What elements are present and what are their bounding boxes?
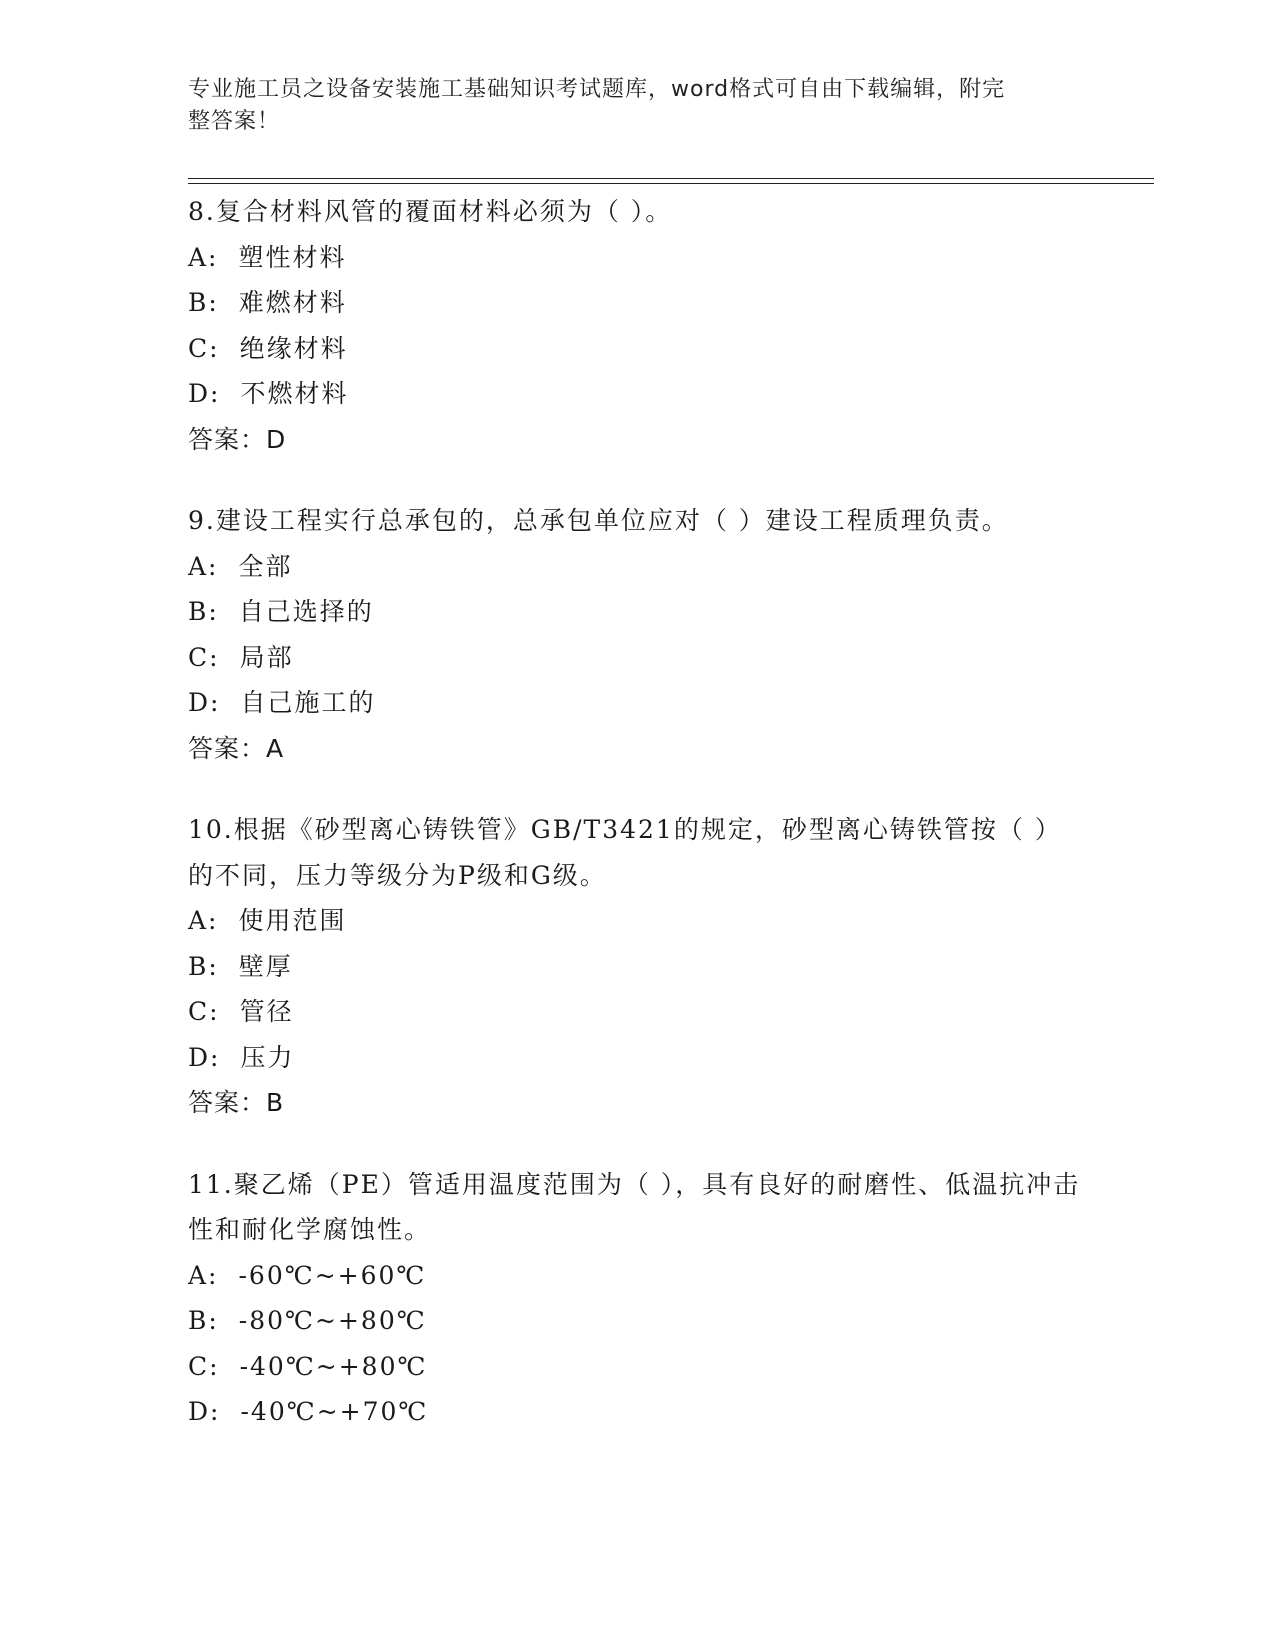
option-text: -40℃~+80℃ xyxy=(239,1351,428,1381)
option-d xyxy=(188,371,1088,417)
option-text: 自己选择的 xyxy=(238,597,374,626)
question-10 xyxy=(188,807,1088,1126)
option-b xyxy=(188,944,1088,990)
option-letter: C: xyxy=(188,642,220,672)
option-letter: A: xyxy=(188,906,219,935)
option-d xyxy=(188,1035,1088,1081)
option-text: 不燃材料 xyxy=(240,379,349,408)
question-stem: 10.根据《砂型离心铸铁管》GB/T3421的规定，砂型离心铸铁管按（ ）的不同，压力等级分为P级和G级。 xyxy=(188,815,1062,890)
option-text: 自己施工的 xyxy=(240,688,376,717)
option-letter: A: xyxy=(188,1260,219,1290)
option-letter: D: xyxy=(188,1042,221,1072)
question-8 xyxy=(188,189,1088,462)
question-11 xyxy=(188,1162,1088,1435)
header-divider-top xyxy=(188,178,1154,179)
option-text: 压力 xyxy=(240,1042,295,1072)
option-text: 难燃材料 xyxy=(238,288,347,317)
option-text: 绝缘材料 xyxy=(239,333,348,363)
option-c xyxy=(188,1344,1088,1390)
option-letter: D: xyxy=(188,688,221,717)
document-header xyxy=(188,74,1068,138)
option-a xyxy=(188,235,1088,281)
option-letter: A: xyxy=(188,242,219,272)
option-text: -80℃~+80℃ xyxy=(238,1306,427,1335)
option-text: 全部 xyxy=(238,551,293,581)
answer-line: 答案：A xyxy=(188,733,285,763)
option-c xyxy=(188,989,1088,1035)
option-letter: A: xyxy=(188,551,219,581)
option-a xyxy=(188,1253,1088,1299)
answer-line: 答案：B xyxy=(188,1088,285,1117)
option-b xyxy=(188,280,1088,326)
question-stem: 8.复合材料风管的覆面材料必须为（ ）。 xyxy=(188,197,673,226)
question-9 xyxy=(188,498,1088,771)
option-text: 使用范围 xyxy=(238,906,347,935)
option-text: 塑性材料 xyxy=(238,242,347,272)
option-a xyxy=(188,544,1088,590)
option-d xyxy=(188,1389,1088,1435)
option-b xyxy=(188,1298,1088,1344)
header-divider-bottom xyxy=(188,183,1154,184)
header-title-line-1: 专业施工员之设备安装施工基础知识考试题库，word格式可自由下载编辑，附完 xyxy=(188,77,1006,102)
option-c xyxy=(188,326,1088,372)
option-letter: B: xyxy=(188,597,219,626)
option-text: -40℃~+70℃ xyxy=(240,1397,429,1426)
option-text: -60℃~+60℃ xyxy=(238,1260,427,1290)
option-letter: C: xyxy=(188,333,220,363)
option-text: 管径 xyxy=(239,997,294,1026)
option-c xyxy=(188,635,1088,681)
option-letter: D: xyxy=(188,379,221,408)
answer-line: 答案：D xyxy=(188,424,287,454)
option-text: 壁厚 xyxy=(238,951,293,981)
option-letter: D: xyxy=(188,1397,221,1426)
option-letter: C: xyxy=(188,1351,220,1381)
question-stem: 11.聚乙烯（PE）管适用温度范围为（ ），具有良好的耐磨性、低温抗冲击性和耐化学腐蚀性。 xyxy=(188,1169,1081,1244)
question-stem: 9.建设工程实行总承包的，总承包单位应对（ ）建设工程质理负责。 xyxy=(188,506,1009,535)
option-a xyxy=(188,898,1088,944)
header-title-line-2: 整答案！ xyxy=(188,109,281,134)
option-text: 局部 xyxy=(239,642,294,672)
option-letter: B: xyxy=(188,288,219,317)
option-letter: B: xyxy=(188,951,219,981)
option-letter: C: xyxy=(188,997,220,1026)
option-b xyxy=(188,589,1088,635)
option-d xyxy=(188,680,1088,726)
question-list xyxy=(188,189,1088,1471)
option-letter: B: xyxy=(188,1306,219,1335)
